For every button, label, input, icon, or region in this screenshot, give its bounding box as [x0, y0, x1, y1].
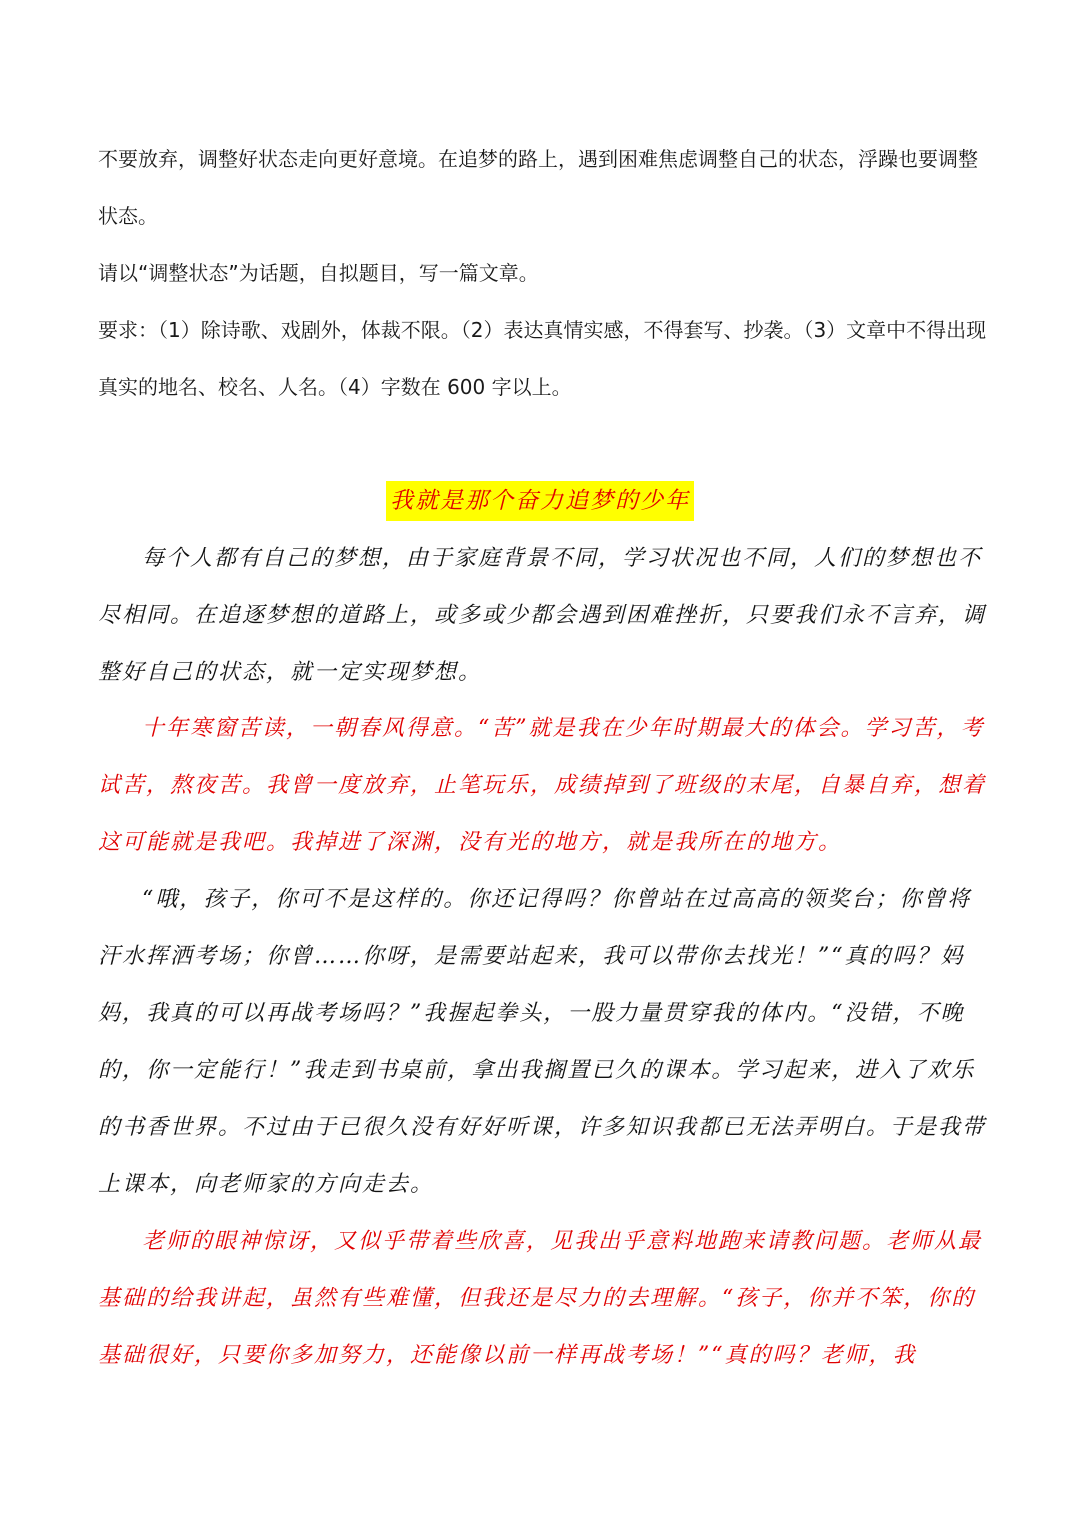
essay-paragraph-3 [98, 871, 988, 1213]
prompt-intro-text: 不要放弃，调整好状态走向更好意境。在追梦的路上，遇到困难焦虑调整自己的状态，浮躁也要调整状态。 [98, 147, 978, 228]
essay-paragraph-3-text: “哦，孩子，你可不是这样的。你还记得吗？你曾站在过高高的领奖台；你曾将汗水挥洒考场；你曾……你呀，是需要站起来，我可以带你去找光！”“真的吗？妈妈，我真的可以再战考场吗？”我握起拳头，一股力量贯穿我的体内。“没错，不晚的，你一定能行！”我走到书桌前，拿出我搁置已久的课本。学习起来，进入了欢乐的书香世界。不过由于已很久没有好好听课，许多知识我都已无法弄明白。于是我带上课本，向老师家的方向走去。 [98, 887, 987, 1197]
essay-title-container [0, 481, 1080, 521]
essay-paragraph-1-text: 每个人都有自己的梦想，由于家庭背景不同，学习状况也不同，人们的梦想也不尽相同。在追逐梦想的道路上，或多或少都会遇到困难挫折，只要我们永不言弃，调整好自己的状态，就一定实现梦想。 [98, 546, 987, 685]
essay-paragraph-1 [98, 530, 988, 701]
prompt-requirements-text: 要求：（1）除诗歌、戏剧外，体裁不限。（2）表达真情实感，不得套写、抄袭。（3）文章中不得出现真实的地名、校名、人名。（4）字数在 600 字以上。 [98, 318, 987, 399]
essay-paragraph-4-text: 老师的眼神惊讶，又似乎带着些欣喜，见我出乎意料地跑来请教问题。老师从最基础的给我讲起，虽然有些难懂，但我还是尽力的去理解。“孩子，你并不笨，你的基础很好，只要你多加努力，还能像以前一样再战考场！”“真的吗？老师，我 [98, 1229, 983, 1368]
prompt-topic-text: 请以“调整状态”为话题，自拟题目，写一篇文章。 [98, 261, 539, 285]
essay-paragraph-4-highlighted [98, 1213, 988, 1384]
essay-paragraph-2-text: 十年寒窗苦读，一朝春风得意。“苦”就是我在少年时期最大的体会。学习苦，考试苦，熬夜苦。我曾一度放弃，止笔玩乐，成绩掉到了班级的末尾，自暴自弃，想着这可能就是我吧。我掉进了深渊，没有光的地方，就是我所在的地方。 [98, 716, 987, 855]
essay-paragraph-2-highlighted [98, 700, 988, 871]
prompt-intro [98, 131, 988, 245]
prompt-requirements [98, 302, 988, 416]
essay-title: 我就是那个奋力追梦的少年 [386, 481, 694, 521]
prompt-topic [98, 245, 988, 302]
